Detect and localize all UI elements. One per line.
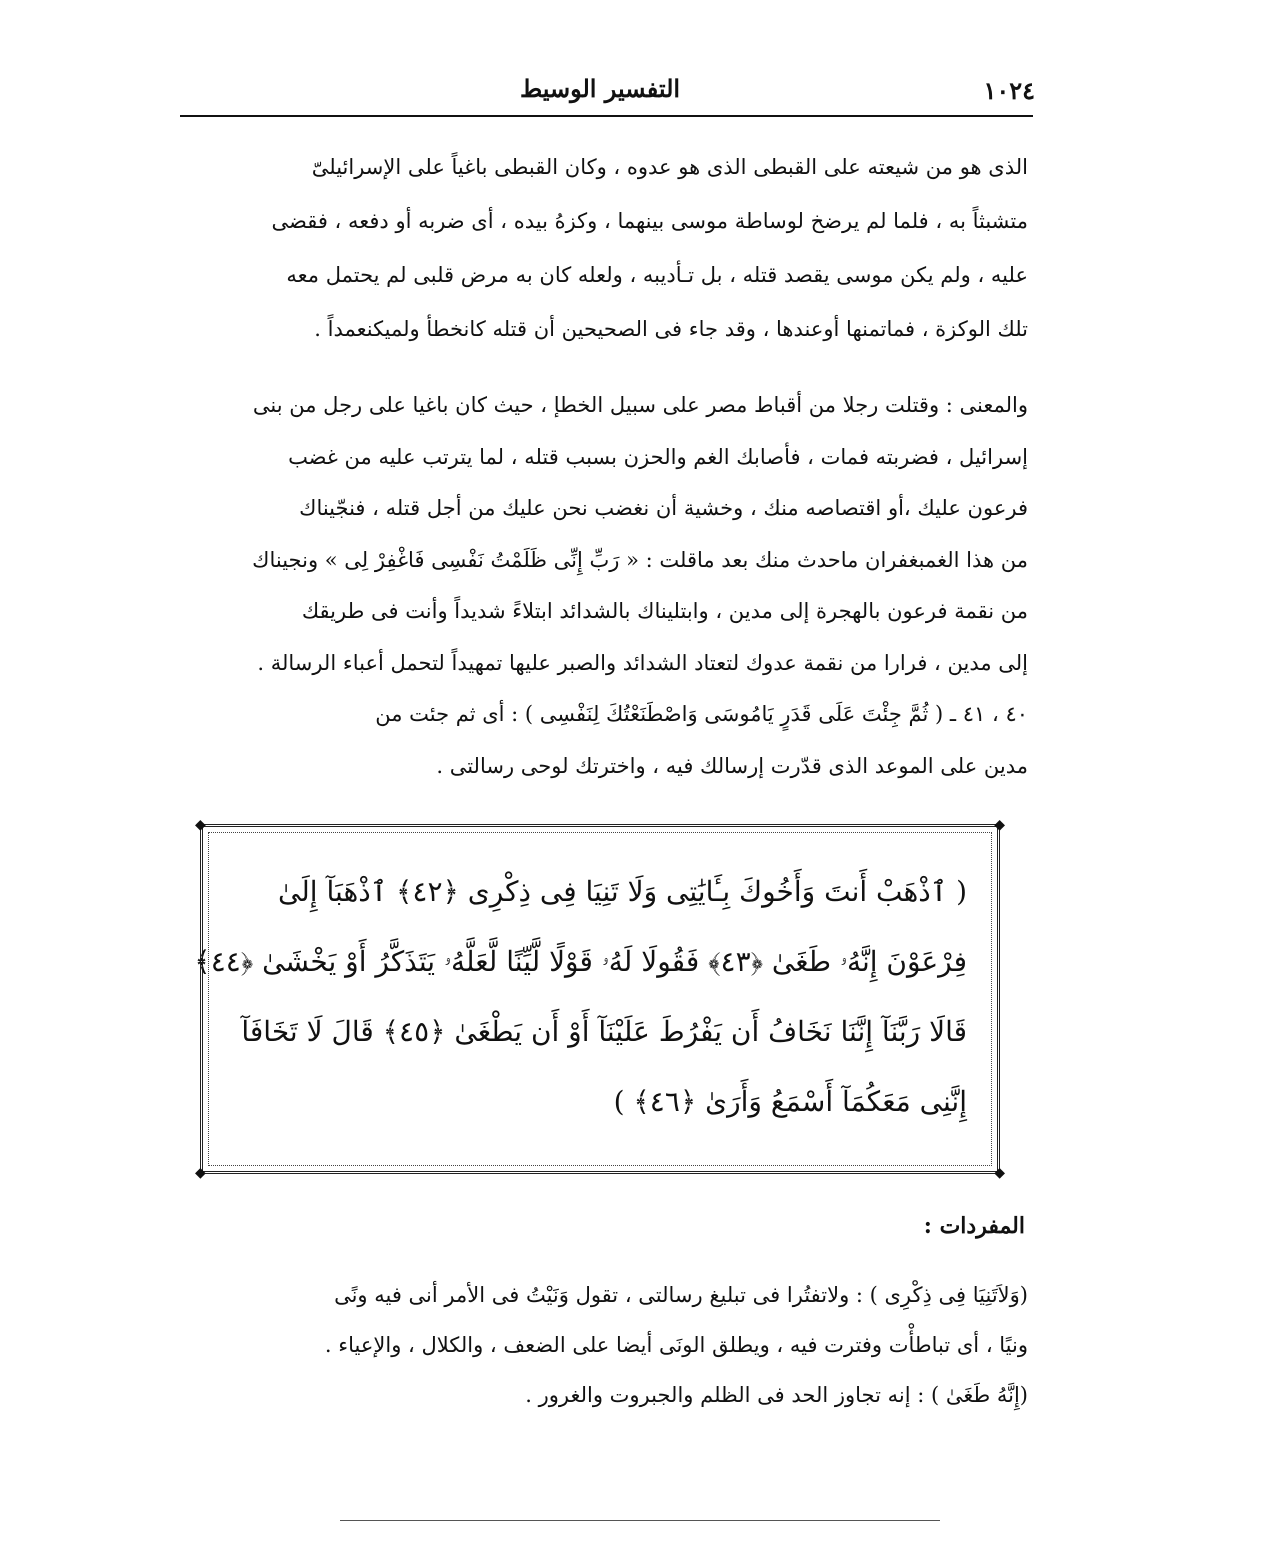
text-line: إلى مدين ، فرارا من نقمة عدوك لتعتاد الشدائد والصبر عليها تمهيداً لتحمل أعباء الرسالة .: [257, 650, 1028, 675]
text-line: تلك الوكزة ، فماتمنها أوعندها ، وقد جاء فى الصحيحين أن قتله كانخطأ ولميكنعمداً .: [314, 317, 1028, 341]
vocab-line: (وَلاَتَنِيَا فِى ذِكْرِى ) : ولاتفتُرا فى تبليغ رسالتى ، تقول وَنَيْتُ فى الأمر أنى فيه ونًى: [334, 1283, 1028, 1307]
text-line: الذى هو من شيعته على القبطى الذى هو عدوه ، وكان القبطى باغياً على الإسرائيلىّ: [311, 155, 1028, 179]
page-number: ١٠٢٤: [983, 76, 1035, 105]
text-line: متشبثاً به ، فلما لم يرضخ لوساطة موسى بينهما ، وكزهُ بيده ، أى ضربه أو دفعه ، فقضى: [271, 209, 1028, 233]
frame-corner-ornament: ◆: [994, 1165, 1005, 1181]
text-line: من هذا الغمبغفران ماحدث منك بعد ماقلت : « رَبِّ إِنِّى ظَلَمْتُ نَفْسِى فَاغْفِرْ لِى » ونجيناك: [252, 547, 1028, 572]
vocabulary-heading: المفردات :: [923, 1213, 1025, 1239]
quran-verses: [194, 857, 967, 1137]
footer-rule: [340, 1520, 940, 1521]
text-line: من نقمة فرعون بالهجرة إلى مدين ، وابتليناك بالشدائد ابتلاءً شديداً وأنت فى طريقك: [301, 599, 1028, 623]
paragraph-meaning: [190, 380, 1028, 792]
text-line: فرعون عليك ،أو اقتصاصه منك ، وخشية أن نغضب نحن عليك من أجل قتله ، فنجّيناك: [299, 496, 1028, 520]
paragraph-continuation: [190, 140, 1028, 356]
text-line: والمعنى : وقتلت رجلا من أقباط مصر على سبيل الخطإ ، حيث كان باغيا على رجل من بنى: [252, 393, 1028, 417]
text-line: مدين على الموعد الذى قدّرت إرسالك فيه ، واخترتك لوحى رسالتى .: [436, 753, 1028, 778]
frame-corner-ornament: ◆: [195, 817, 206, 833]
text-line: إسرائيل ، فضربته فمات ، فأصابك الغم والحزن بسبب قتله ، لما يترتب عليه من غضب: [288, 444, 1028, 469]
verse-line: إِنَّنِى مَعَكُمَآ أَسْمَعُ وَأَرَىٰ ﴿٤٦﴾ ): [613, 1085, 967, 1118]
vocabulary-section: [190, 1270, 1028, 1420]
frame-corner-ornament: ◆: [994, 817, 1005, 833]
verse-line: قَالَا رَبَّنَآ إِنَّنَا نَخَافُ أَن يَفْرُطَ عَلَيْنَآ أَوْ أَن يَطْغَىٰ ﴿٤٥﴾ قَالَ لَا تَخَافَآ: [241, 1015, 967, 1048]
text-line: ٤٠ ، ٤١ ـ ( ثُمَّ جِئْتَ عَلَى قَدَرٍ يَامُوسَى وَاصْطَنَعْتُكَ لِنَفْسِى ) : أى ثم جئت من: [375, 702, 1028, 726]
verse-line: فِرْعَوْنَ إِنَّهُۥ طَغَىٰ ﴿٤٣﴾ فَقُولَا لَهُۥ قَوْلًا لَّيِّنًا لَّعَلَّهُۥ يَتَذَكَّرُ أَوْ يَخْشَىٰ ﴿٤٤﴾: [194, 945, 967, 978]
verse-line: ( ٱذْهَبْ أَنتَ وَأَخُوكَ بِـَٔايَٰتِى وَلَا تَنِيَا فِى ذِكْرِى ﴿٤٢﴾ ٱذْهَبَآ إِلَىٰ: [277, 875, 967, 908]
vocab-line: ونيًا ، أى تباطأْت وفترت فيه ، ويطلق الونَى أيضا على الضعف ، والكلال ، والإعياء .: [324, 1333, 1028, 1357]
quran-verse-frame: [194, 817, 1005, 1181]
header-rule: [180, 115, 1033, 117]
text-line: عليه ، ولم يكن موسى يقصد قتله ، بل تـأديبه ، ولعله كان به مرض قلبى لم يحتمل معه: [286, 263, 1028, 287]
frame-corner-ornament: ◆: [195, 1165, 206, 1181]
running-title: التفسير الوسيط: [519, 74, 681, 103]
vocab-line: (إِنَّهُ طَغَىٰ ) : إنه تجاوز الحد فى الظلم والجبروت والغرور .: [525, 1383, 1028, 1407]
